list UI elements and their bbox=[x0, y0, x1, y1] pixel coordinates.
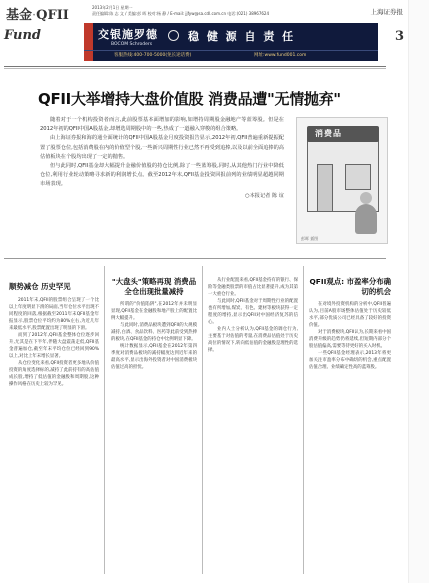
lead-paragraph: 由上海证券报和海的通全面统计的QFII中国A股基金月度投资报告显示,2012年初,QFII普遍重新提振配置了股票仓位,包括消费股在内的价值型个股,一些新兴周期性行业已然不再受到追捧,以及以前全面追捧的高估值板块在个股均出现了一定的抛售。 bbox=[40, 135, 284, 160]
banner-divider bbox=[84, 50, 378, 51]
illustration bbox=[296, 117, 388, 244]
illustration-credit: 彭晖 插图 bbox=[301, 236, 319, 241]
ad-hotline: 客服热线:400-700-5000(免长途话费) bbox=[114, 53, 192, 58]
body-paragraph: 所谓的"价值陷阱",在2012年并未明显显现,QFII基金在金融股和地产股上的配置比例大幅提升。 bbox=[111, 302, 197, 321]
column-subhead: 顺势减仓 历史罕见 bbox=[9, 282, 71, 291]
fund-label: Fund bbox=[4, 28, 41, 43]
brand-logo-icon bbox=[168, 30, 179, 41]
store-door bbox=[317, 164, 333, 212]
column-body bbox=[9, 297, 99, 388]
body-paragraph: 一些QFII基金经理表示,2013年将更加关注市盈率分布中确切的机会,重点配置估值合理、业绩确定性高的蓝筹股。 bbox=[309, 351, 391, 370]
body-paragraph: 在对境外投资机构的分析中,QFII普遍认为,目前A股市场整体估值处于历史较低水平,部分优质公司已经具备了较好的投资价值。 bbox=[309, 302, 391, 328]
column-divider bbox=[104, 266, 105, 574]
lead-paragraph: 但与此同时,QFII基金却大幅提升金融价值股的持仓比例,除了一些蓝筹股,同时,从其他热门行业中降低仓位,利用行业轮动策略寻求新的利润增长点。截至2012年末,QFII基金投资回报前列的业绩明显超越同期市场表现。 bbox=[40, 163, 284, 188]
article-column bbox=[208, 277, 298, 354]
column-body bbox=[111, 301, 197, 371]
section-title: 基金·QFII bbox=[6, 8, 69, 23]
body-paragraph: 2011年末,QFII的股票组合呈现了一个比以上年度明显下滑的局面,当年仓位水平出现不同程度的回落,根据截至2011年末QFII基金年报显示,股票仓位平均约为80%左右,为近几年来最低水平,股票配置出现了明显的下滑。 bbox=[9, 298, 99, 331]
ad-website: 网址:www.fund001.com bbox=[254, 53, 307, 58]
column-subhead: "大盘头"策略再现 消费品全仓出现批量减持 bbox=[111, 277, 197, 296]
editor-info: 责任编辑:陈 志 文 / 美编:彭 晖 校对:杨 静 / E-mail: jjfyw@sa.cdl.com.cn 电话:(021) 38967624 bbox=[92, 11, 270, 16]
column-subhead: QFII观点: 市盈率分布确切的机会 bbox=[309, 277, 391, 296]
body-paragraph: 而到了2012年,QFII基金整体仓位逐步回升,尤其是在下半年,伴随大盘震荡走低,QFII基金普遍加仓,截至年末平均仓位已经回到90%以上,对比上年末增长显著。 bbox=[9, 333, 99, 359]
article-column bbox=[9, 281, 99, 388]
byline: ○本报记者 陈 谊 bbox=[245, 192, 284, 199]
ad-brand-name: 交银施罗德 bbox=[98, 28, 158, 41]
ad-brand-english: BOCOM Schroders bbox=[111, 42, 153, 47]
body-paragraph: 统计数据显示,QFII基金在2012年第四季度对消费品板块的减持幅度达到近年来的最高水平,显示出海外投资者对中国消费板块估值过高的担忧。 bbox=[111, 344, 197, 370]
person-figure bbox=[355, 204, 377, 234]
column-body bbox=[309, 301, 391, 371]
body-paragraph: 业内人士分析认为,QFII基金的调仓行为,主要基于对估值的考量,在消费品估值处于历史高位的情况下,转向低估值的金融股是理性的选择。 bbox=[208, 327, 298, 353]
body-paragraph: 从仓位变化来看,QFII投资者更多地从价值投资的角度选择标的,减持了此前持有的高估值成长股,增持了低估值的金融股和周期股,这种操作风格在历史上较为罕见。 bbox=[9, 361, 99, 387]
ad-banner bbox=[84, 23, 378, 61]
ad-slogan: 稳 健 源 自 责 任 bbox=[188, 30, 296, 43]
issue-date: 2013年2月1日 星期一 bbox=[92, 5, 133, 10]
top-divider-thin bbox=[4, 68, 386, 69]
column-divider bbox=[303, 266, 304, 574]
store-sign: 消费品 bbox=[315, 129, 342, 138]
article-column bbox=[111, 277, 197, 371]
column-body bbox=[208, 277, 298, 354]
page-margin bbox=[408, 0, 429, 583]
top-divider bbox=[4, 66, 386, 67]
body-paragraph: 与此同时,消费品板块遭到QFII的大规模减持,白酒、食品饮料、医药等此前受到热捧的板块,在QFII基金的持仓中比例明显下降。 bbox=[111, 323, 197, 342]
lead-article bbox=[40, 116, 284, 201]
newspaper-name: 上海证券报 bbox=[370, 8, 403, 16]
headline: QFII大举增持大盘价值股 消费品遭"无情抛弃" bbox=[38, 90, 341, 108]
lead-paragraph: 随着对于一个机构投资者而言,此前股票基本面增加的影响,如增持周期股金融地产等蓝筹股。但是在2012年初的QFII中国A股基金,却增选周期股中的一些,热成了一道融入穿梭的组合策略。 bbox=[40, 117, 284, 133]
store-window bbox=[345, 164, 371, 190]
body-paragraph: 对于消费板块,QFII认为,长期来看中国消费升级的趋势仍将延续,但短期内部分个股估值偏高,需要等待更好的买入时机。 bbox=[309, 330, 391, 349]
body-paragraph: 从行业配置来看,QFII基金持有的银行、保险等金融类股票的市值占比显著提升,成为其第一大重仓行业。 bbox=[208, 278, 298, 297]
issue-info bbox=[92, 5, 322, 17]
section-divider bbox=[4, 258, 386, 259]
page-number: 3 bbox=[394, 29, 404, 44]
article-column bbox=[309, 277, 391, 371]
body-paragraph: 与此同时,QFII基金对于周期性行业的配置也有所增加,煤炭、有色、建材等板块获得一定程度的增持,显示出QFII对中国经济复苏的信心。 bbox=[208, 299, 298, 325]
banner-flag bbox=[84, 23, 93, 61]
column-divider bbox=[202, 266, 203, 574]
person-head bbox=[360, 192, 372, 204]
